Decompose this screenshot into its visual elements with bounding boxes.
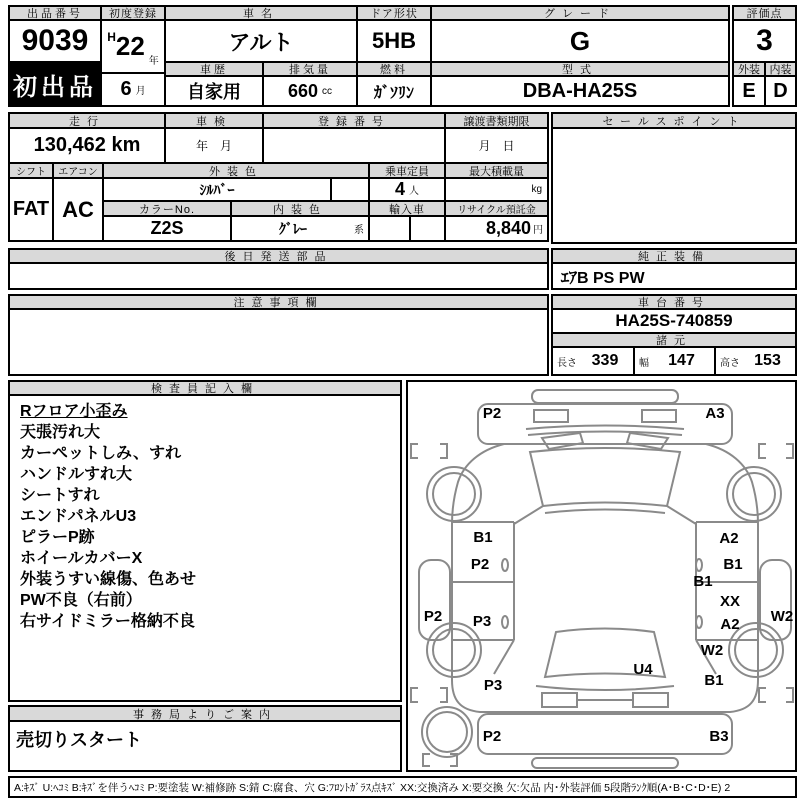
recycle-amount: 8,840 <box>485 218 531 238</box>
max-load-unit: kg <box>531 184 542 195</box>
transfer-docs-value: 月 日 <box>444 127 549 164</box>
defect-code-left-quarter: P3 <box>483 677 503 694</box>
defect-code-rear-bumper-left: P2 <box>482 728 502 745</box>
front-light-right <box>642 410 676 422</box>
inspector-note: シートすれ <box>20 487 100 504</box>
inspector-note: ピラーP跡 <box>20 529 95 546</box>
mileage-value: 130,462 km <box>8 127 166 164</box>
recycle-unit: 円 <box>533 225 543 236</box>
diagram-defect-labels <box>424 405 793 745</box>
rear-left-wheel-inner <box>433 629 475 671</box>
height-label: 高さ <box>720 357 740 369</box>
recycle-deposit-label: リサイクル預託金 <box>444 200 549 217</box>
defect-code-right-front-door-lower: B1 <box>723 556 743 573</box>
first-registration-month <box>100 72 166 107</box>
rear-garnish <box>532 758 678 768</box>
inspection-label: 車検 <box>164 112 264 129</box>
aircon-label: エアコン <box>52 162 104 179</box>
inspector-note: 天張汚れ大 <box>20 424 101 441</box>
exterior-grade-value: E <box>732 75 766 107</box>
color-no-value: Z2S <box>102 215 232 242</box>
mileage-label: 走行 <box>8 112 166 129</box>
left-rocker-panel <box>419 560 450 640</box>
defect-code-right-front-door-upper: A2 <box>719 530 739 547</box>
chassis-number-label: 車台番号 <box>551 294 797 310</box>
displacement-number: 660 <box>287 80 319 101</box>
caution-notes-label: 注意事項欄 <box>8 294 549 310</box>
rear-bumper <box>478 714 732 754</box>
defect-code-right-center-pillar: B1 <box>693 573 713 590</box>
interior-color-label: 内装色 <box>230 200 370 217</box>
rear-left-bracket <box>411 688 447 702</box>
capacity-label: 乗車定員 <box>368 162 446 179</box>
right-rocker-panel <box>760 560 791 640</box>
year-value: 22 <box>115 31 145 61</box>
sales-point-value <box>551 127 797 244</box>
capacity-value <box>368 177 446 202</box>
exterior-grade-label: 外装 <box>732 61 766 77</box>
rear-left-wheel <box>427 623 481 677</box>
shipping-parts-label: 後日発送部品 <box>8 248 549 264</box>
left-front-door-handle <box>502 559 508 571</box>
interior-grade-label: 内装 <box>764 61 797 77</box>
defect-code-left-rocker: P2 <box>423 608 443 625</box>
displacement-value <box>262 75 358 107</box>
left-rear-door-handle <box>502 616 508 628</box>
width-cell <box>633 346 716 376</box>
spare-tire-inner <box>427 712 467 752</box>
fuel-value: ｶﾞｿﾘﾝ <box>356 75 432 107</box>
inspector-note: ハンドルすれ大 <box>20 466 133 483</box>
length-label: 長さ <box>557 357 577 369</box>
spare-tire <box>422 707 472 757</box>
capacity-number: 4 <box>394 179 405 199</box>
month-unit: 月 <box>135 86 146 97</box>
score-value: 3 <box>732 19 797 63</box>
defect-code-right-rear-door-lower: A2 <box>720 616 740 633</box>
wiper-left <box>542 433 583 449</box>
door-shape-value: 5HB <box>356 19 432 63</box>
history-value: 自家用 <box>164 75 264 107</box>
c-pillar-lines <box>494 640 716 674</box>
lot-number-value: 9039 <box>8 19 102 63</box>
shift-value: FAT <box>8 177 54 242</box>
hatch-edge <box>536 686 674 690</box>
car-top-view <box>408 382 795 770</box>
exterior-color-value: ｼﾙﾊﾞｰ <box>102 177 332 202</box>
year-unit: 年 <box>148 56 159 67</box>
capacity-unit: 人 <box>409 186 419 197</box>
inspector-note: エンドパネルU3 <box>20 508 137 525</box>
inspector-note: ホイールカバーX <box>20 550 143 567</box>
wiper-right <box>627 433 668 449</box>
defect-code-right-quarter: B1 <box>704 672 724 689</box>
first-listing-badge: 初出品 <box>8 61 102 107</box>
displacement-label: 排気量 <box>262 61 358 77</box>
factory-equipment-value: ｴｱB PS PW <box>551 262 797 290</box>
rear-light-right <box>633 693 668 707</box>
inspector-note: PW不良（右前） <box>20 592 142 609</box>
height-cell <box>714 346 797 376</box>
dimensions-label: 諸元 <box>551 332 797 348</box>
first-registration-label: 初度登録 <box>100 5 166 21</box>
defect-code-rear-floor: U4 <box>633 661 653 678</box>
inspector-note: 外装うすい線傷、色あせ <box>20 571 197 588</box>
car-name-label: 車名 <box>164 5 358 21</box>
right-rear-door-handle <box>696 616 702 628</box>
width-value: 147 <box>668 352 695 369</box>
length-value: 339 <box>591 352 619 369</box>
aircon-value: AC <box>52 177 104 242</box>
registration-number-label: 登録番号 <box>262 112 446 129</box>
height-value: 153 <box>754 352 781 369</box>
right-front-door-handle <box>696 559 702 571</box>
defect-code-right-rear-door-upper: XX <box>719 593 741 610</box>
displacement-unit: cc <box>322 85 333 97</box>
defect-code-front-bumper-right: A3 <box>705 405 725 422</box>
import-value-cell-1 <box>368 215 411 242</box>
inspector-notes-list <box>8 394 402 702</box>
inspection-value: 年 月 <box>164 127 264 164</box>
import-value-cell-2 <box>409 215 446 242</box>
defect-code-right-quarter-front: W2 <box>700 642 724 659</box>
interior-color-suffix: 系 <box>354 225 364 236</box>
exterior-color-subcell <box>330 177 370 202</box>
era-letter: H <box>107 30 116 44</box>
rear-right-wheel-inner <box>735 629 777 671</box>
length-cell <box>551 346 635 376</box>
inspector-note: Rフロア小歪み <box>20 403 128 420</box>
import-label: 輸入車 <box>368 200 446 217</box>
rear-light-left <box>542 693 577 707</box>
roof-front-edge <box>545 510 665 514</box>
grade-value: G <box>430 19 730 63</box>
color-no-label: カラーNo. <box>102 200 232 217</box>
model-code-value: DBA-HA25S <box>430 75 730 107</box>
inspector-note: 右サイドミラー格納不良 <box>20 613 195 630</box>
width-label: 幅 <box>639 357 649 369</box>
fuel-label: 燃料 <box>356 61 432 77</box>
shift-label: シフト <box>8 162 54 179</box>
defect-code-left-rear-door: P3 <box>472 613 492 630</box>
cowl-lines <box>526 426 684 436</box>
sales-point-label: セールスポイント <box>551 112 797 129</box>
interior-color-name: ｸﾞﾚｰ <box>279 220 307 237</box>
left-mirror-bracket <box>411 444 447 458</box>
front-left-wheel-inner <box>433 473 475 515</box>
defect-code-front-bumper-left: P2 <box>482 405 502 422</box>
office-notice-value: 売切りスタート <box>8 720 402 772</box>
factory-equipment-label: 純正装備 <box>551 248 797 264</box>
defect-code-left-front-door-lower: P2 <box>470 556 490 573</box>
score-label: 評価点 <box>732 5 797 21</box>
transfer-docs-label: 譲渡書類期限 <box>444 112 549 129</box>
door-shape-label: ドア形状 <box>356 5 432 21</box>
month-value: 6 <box>120 78 132 100</box>
front-left-wheel <box>427 467 481 521</box>
office-notice-label: 事務局よりご案内 <box>8 705 402 722</box>
damage-diagram <box>406 380 797 772</box>
lot-number-label: 出品番号 <box>8 5 102 21</box>
front-bumper <box>478 404 732 444</box>
interior-color-value <box>230 215 370 242</box>
exterior-color-label: 外装色 <box>102 162 370 179</box>
model-code-label: 型式 <box>430 61 730 77</box>
defect-code-right-rocker: W2 <box>770 608 794 625</box>
damage-code-legend: A:ｷｽﾞ U:ﾍｺﾐ B:ｷｽﾞを伴うﾍｺﾐ P:要塗装 W:補修跡 S:錆 C:腐食、穴 G:ﾌﾛﾝﾄｶﾞﾗｽ点ｷｽﾞ XX:交換済み X:要交換 欠:欠品 内･外装評価 5段階ﾗﾝｸ順(A･B･C･D･E) 2 <box>8 776 797 798</box>
windshield <box>530 448 680 506</box>
first-registration-year <box>100 19 166 74</box>
max-load-label: 最大積載量 <box>444 162 549 179</box>
front-light-left <box>534 410 568 422</box>
caution-notes-value <box>8 308 549 376</box>
car-name-value: アルト <box>164 19 358 63</box>
recycle-deposit-value <box>444 215 549 242</box>
max-load-value <box>444 177 549 202</box>
inspector-note: カーペットしみ、すれ <box>20 445 181 462</box>
registration-number-value <box>262 127 446 164</box>
front-garnish <box>532 390 678 403</box>
chassis-number-value: HA25S-740859 <box>551 308 797 334</box>
inspector-notes-label: 検査員記入欄 <box>8 380 402 396</box>
grade-label: グレード <box>430 5 730 21</box>
shipping-parts-value <box>8 262 549 290</box>
history-label: 車歴 <box>164 61 264 77</box>
defect-code-left-front-door-upper: B1 <box>473 529 493 546</box>
rear-right-bracket <box>759 688 793 702</box>
right-mirror-bracket <box>759 444 793 458</box>
interior-grade-value: D <box>764 75 797 107</box>
defect-code-rear-bumper-right: B3 <box>709 728 729 745</box>
